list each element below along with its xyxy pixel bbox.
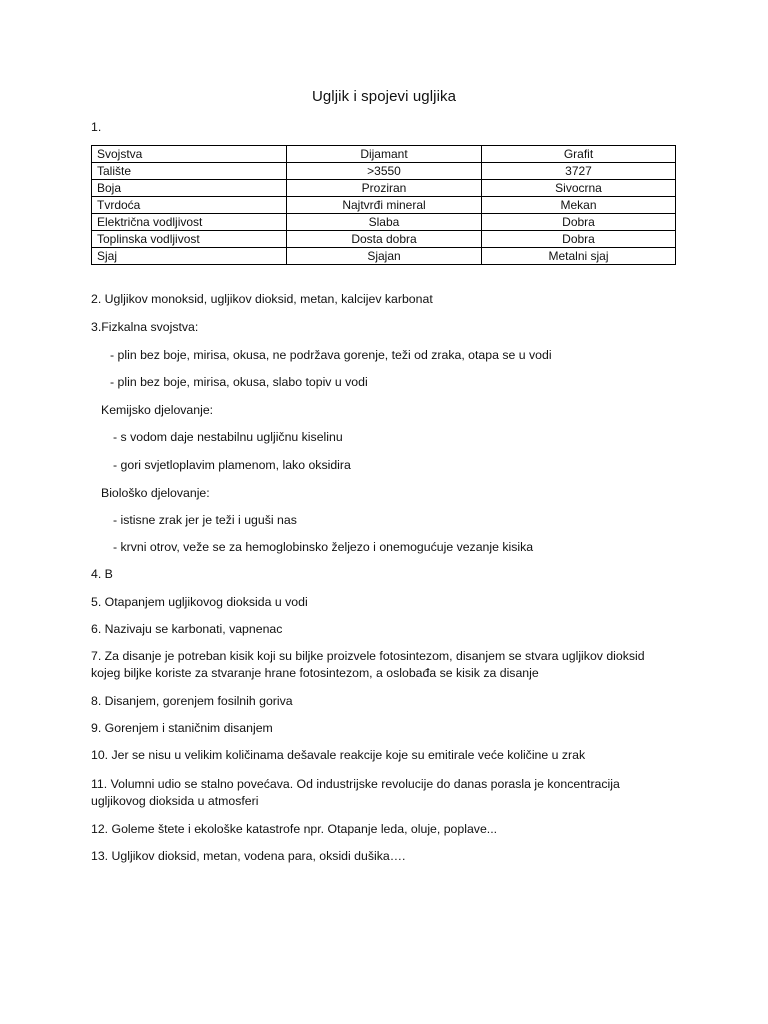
table-cell: Sivocrna [482,180,676,197]
answer-7: 7. Za disanje je potreban kisik koji su biljke proizvele fotosintezom, disanjem se stvara ugljikov dioksid kojeg biljke koriste za stvaranje hrane fotosintezom, a oslobađa se kisik za disanje [91,649,645,680]
table-cell: >3550 [287,163,482,180]
table-cell: Dosta dobra [287,231,482,248]
table-cell: Grafit [482,146,676,163]
table-row [92,214,676,231]
table-row [92,197,676,214]
table-cell: Svojstva [92,146,287,163]
table-row [92,180,676,197]
table-cell: 3727 [482,163,676,180]
chemical-action-heading: Kemijsko djelovanje: [101,403,214,417]
table-cell: Boja [92,180,287,197]
answer-8: 8. Disanjem, gorenjem fosilnih goriva [91,694,293,708]
table-cell: Električna vodljivost [92,214,287,231]
answer-6: 6. Nazivaju se karbonati, vapnenac [91,622,283,636]
answer-3-item: - plin bez boje, mirisa, okusa, slabo topiv u vodi [110,375,368,389]
table-cell: Toplinska vodljivost [92,231,287,248]
table-cell: Mekan [482,197,676,214]
answer-3-heading: 3.Fizkalna svojstva: [91,320,199,334]
answer-2: 2. Ugljikov monoksid, ugljikov dioksid, metan, kalcijev karbonat [91,292,433,306]
document-title: Ugljik i spojevi ugljika [311,88,457,105]
answer-5: 5. Otapanjem ugljikovog dioksida u vodi [91,595,308,609]
table-cell: Sjaj [92,248,287,265]
answer-3-item: - plin bez boje, mirisa, okusa, ne podržava gorenje, teži od zraka, otapa se u vodi [110,348,552,362]
table-cell: Talište [92,163,287,180]
question-1-label: 1. [91,120,102,134]
table-cell: Tvrdoća [92,197,287,214]
table-cell: Dobra [482,231,676,248]
table-cell: Sjajan [287,248,482,265]
biological-action-heading: Biološko djelovanje: [101,486,210,500]
answer-3-item: - krvni otrov, veže se za hemoglobinsko željezo i onemogućuje vezanje kisika [113,540,534,554]
table-cell: Dijamant [287,146,482,163]
properties-table [91,145,676,265]
table-cell: Dobra [482,214,676,231]
table-cell: Slaba [287,214,482,231]
answer-12: 12. Goleme štete i ekološke katastrofe npr. Otapanje leda, oluje, poplave... [91,822,498,836]
answer-3-item: - istisne zrak jer je teži i uguši nas [113,513,297,527]
answer-9: 9. Gorenjem i staničnim disanjem [91,721,273,735]
table-cell: Metalni sjaj [482,248,676,265]
table-row [92,163,676,180]
table-row [92,248,676,265]
answer-13: 13. Ugljikov dioksid, metan, vodena para, oksidi dušika…. [91,849,406,863]
answer-11: 11. Volumni udio se stalno povećava. Od industrijske revolucije do danas porasla je koncentracija ugljikovog dioksida u atmosferi [91,777,620,808]
table-row [92,231,676,248]
answer-4: 4. B [91,567,113,581]
table-cell: Najtvrđi mineral [287,197,482,214]
answer-10: 10. Jer se nisu u velikim količinama dešavale reakcije koje su emitirale veće količine u zrak [91,748,586,762]
answer-3-item: - gori svjetloplavim plamenom, lako oksidira [113,458,351,472]
answer-3-item: - s vodom daje nestabilnu ugljičnu kiselinu [113,430,343,444]
table-header-row [92,146,676,163]
table-cell: Proziran [287,180,482,197]
